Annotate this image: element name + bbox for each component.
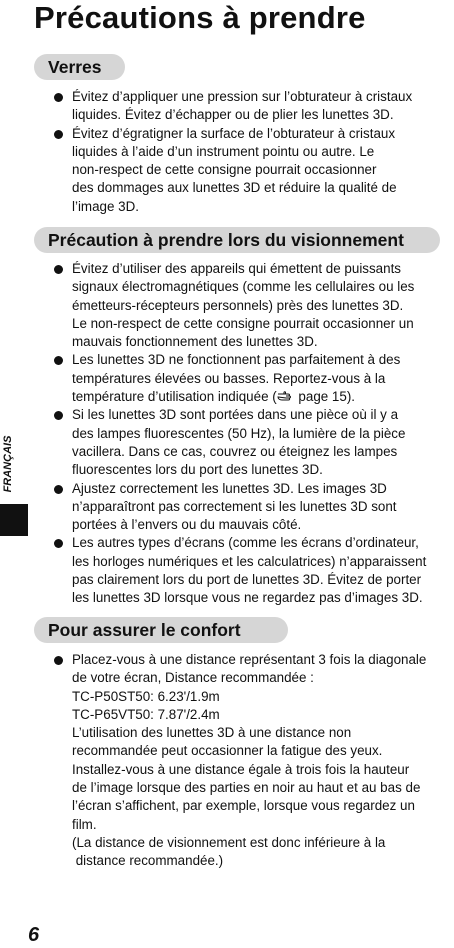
list-item: Les autres types d’écrans (comme les écrans d’ordinateur, les horloges numériques et les calculatrices) n’apparaissent pas clairement lors du port de lunettes 3D. Évitez de porter les lunettes 3D lorsque vous ne regardez pas d’images 3D. (54, 534, 454, 607)
bullet-icon (54, 411, 63, 420)
page-number: 6 (28, 924, 40, 946)
language-tab-marker (0, 504, 28, 536)
viewing-list (54, 260, 454, 608)
glasses-list (54, 88, 454, 216)
bullet-icon (54, 93, 63, 102)
section-heading-viewing: Précaution à prendre lors du visionnement (34, 227, 440, 253)
bullet-icon (54, 130, 63, 139)
list-item: Si les lunettes 3D sont portées dans une pièce où il y a des lampes fluorescentes (50 Hz), la lumière de la pièce vacillera. Dans ce cas, couvrez ou éteignez les lampes fluorescentes lors du port des lunettes 3D. (54, 406, 454, 479)
list-item: Évitez d’égratigner la surface de l’obturateur à cristaux liquides à l’aide d’un instrument pointu ou autre. Le non-respect de cette consigne pourrait occasionner des dommages aux lunettes 3D et réduire la qualité de l’image 3D. (54, 125, 454, 216)
list-item: Placez-vous à une distance représentant 3 fois la diagonale de votre écran, Distance recommandée : TC-P50ST50: 6.23'/1.9m TC-P65VT50: 7.87'/2.4m L’utilisation des lunettes 3D à une distance non recommandée peut occasionner la fatigue des yeux. Installez-vous à une distance égale à trois fois la hauteur de l’image lorsque des parties en noir au haut et au bas de l’écran s’affichent, par exemple, lorsque vous regardez un film. (La distance de visionnement est donc inférieure à la distance recommandée.) (54, 651, 454, 871)
bullet-icon (54, 265, 63, 274)
bullet-icon (54, 485, 63, 494)
list-item: Évitez d’utiliser des appareils qui émettent de puissants signaux électromagnétiques (comme les cellulaires ou les émetteurs-récepteurs personnels) près des lunettes 3D. Le non-respect de cette consigne pourrait occasionner un mauvais fonctionnement des lunettes 3D. (54, 260, 454, 351)
page-reference: température d’utilisation indiquée ( page 15). (72, 389, 356, 405)
page-title: Précautions à prendre (34, 0, 366, 35)
bullet-icon (54, 539, 63, 548)
section-heading-comfort: Pour assurer le confort (34, 617, 288, 643)
list-item: Évitez d’appliquer une pression sur l’obturateur à cristaux liquides. Évitez d’échapper ou de plier les lunettes 3D. (54, 88, 454, 125)
section-heading-glasses: Verres (34, 54, 125, 80)
bullet-icon (54, 356, 63, 365)
comfort-list (54, 651, 454, 871)
list-item: Ajustez correctement les lunettes 3D. Les images 3D n’apparaîtront pas correctement si les lunettes 3D sont portées à l’envers ou du mauvais côté. (54, 480, 454, 535)
pointing-hand-icon (277, 390, 295, 402)
bullet-icon (54, 656, 63, 665)
list-item: Les lunettes 3D ne fonctionnent pas parfaitement à des températures élevées ou basses. Reportez-vous à la température d’utilisation indiquée ( page 15). (54, 351, 454, 406)
language-side-label: FRANÇAIS (2, 435, 14, 493)
